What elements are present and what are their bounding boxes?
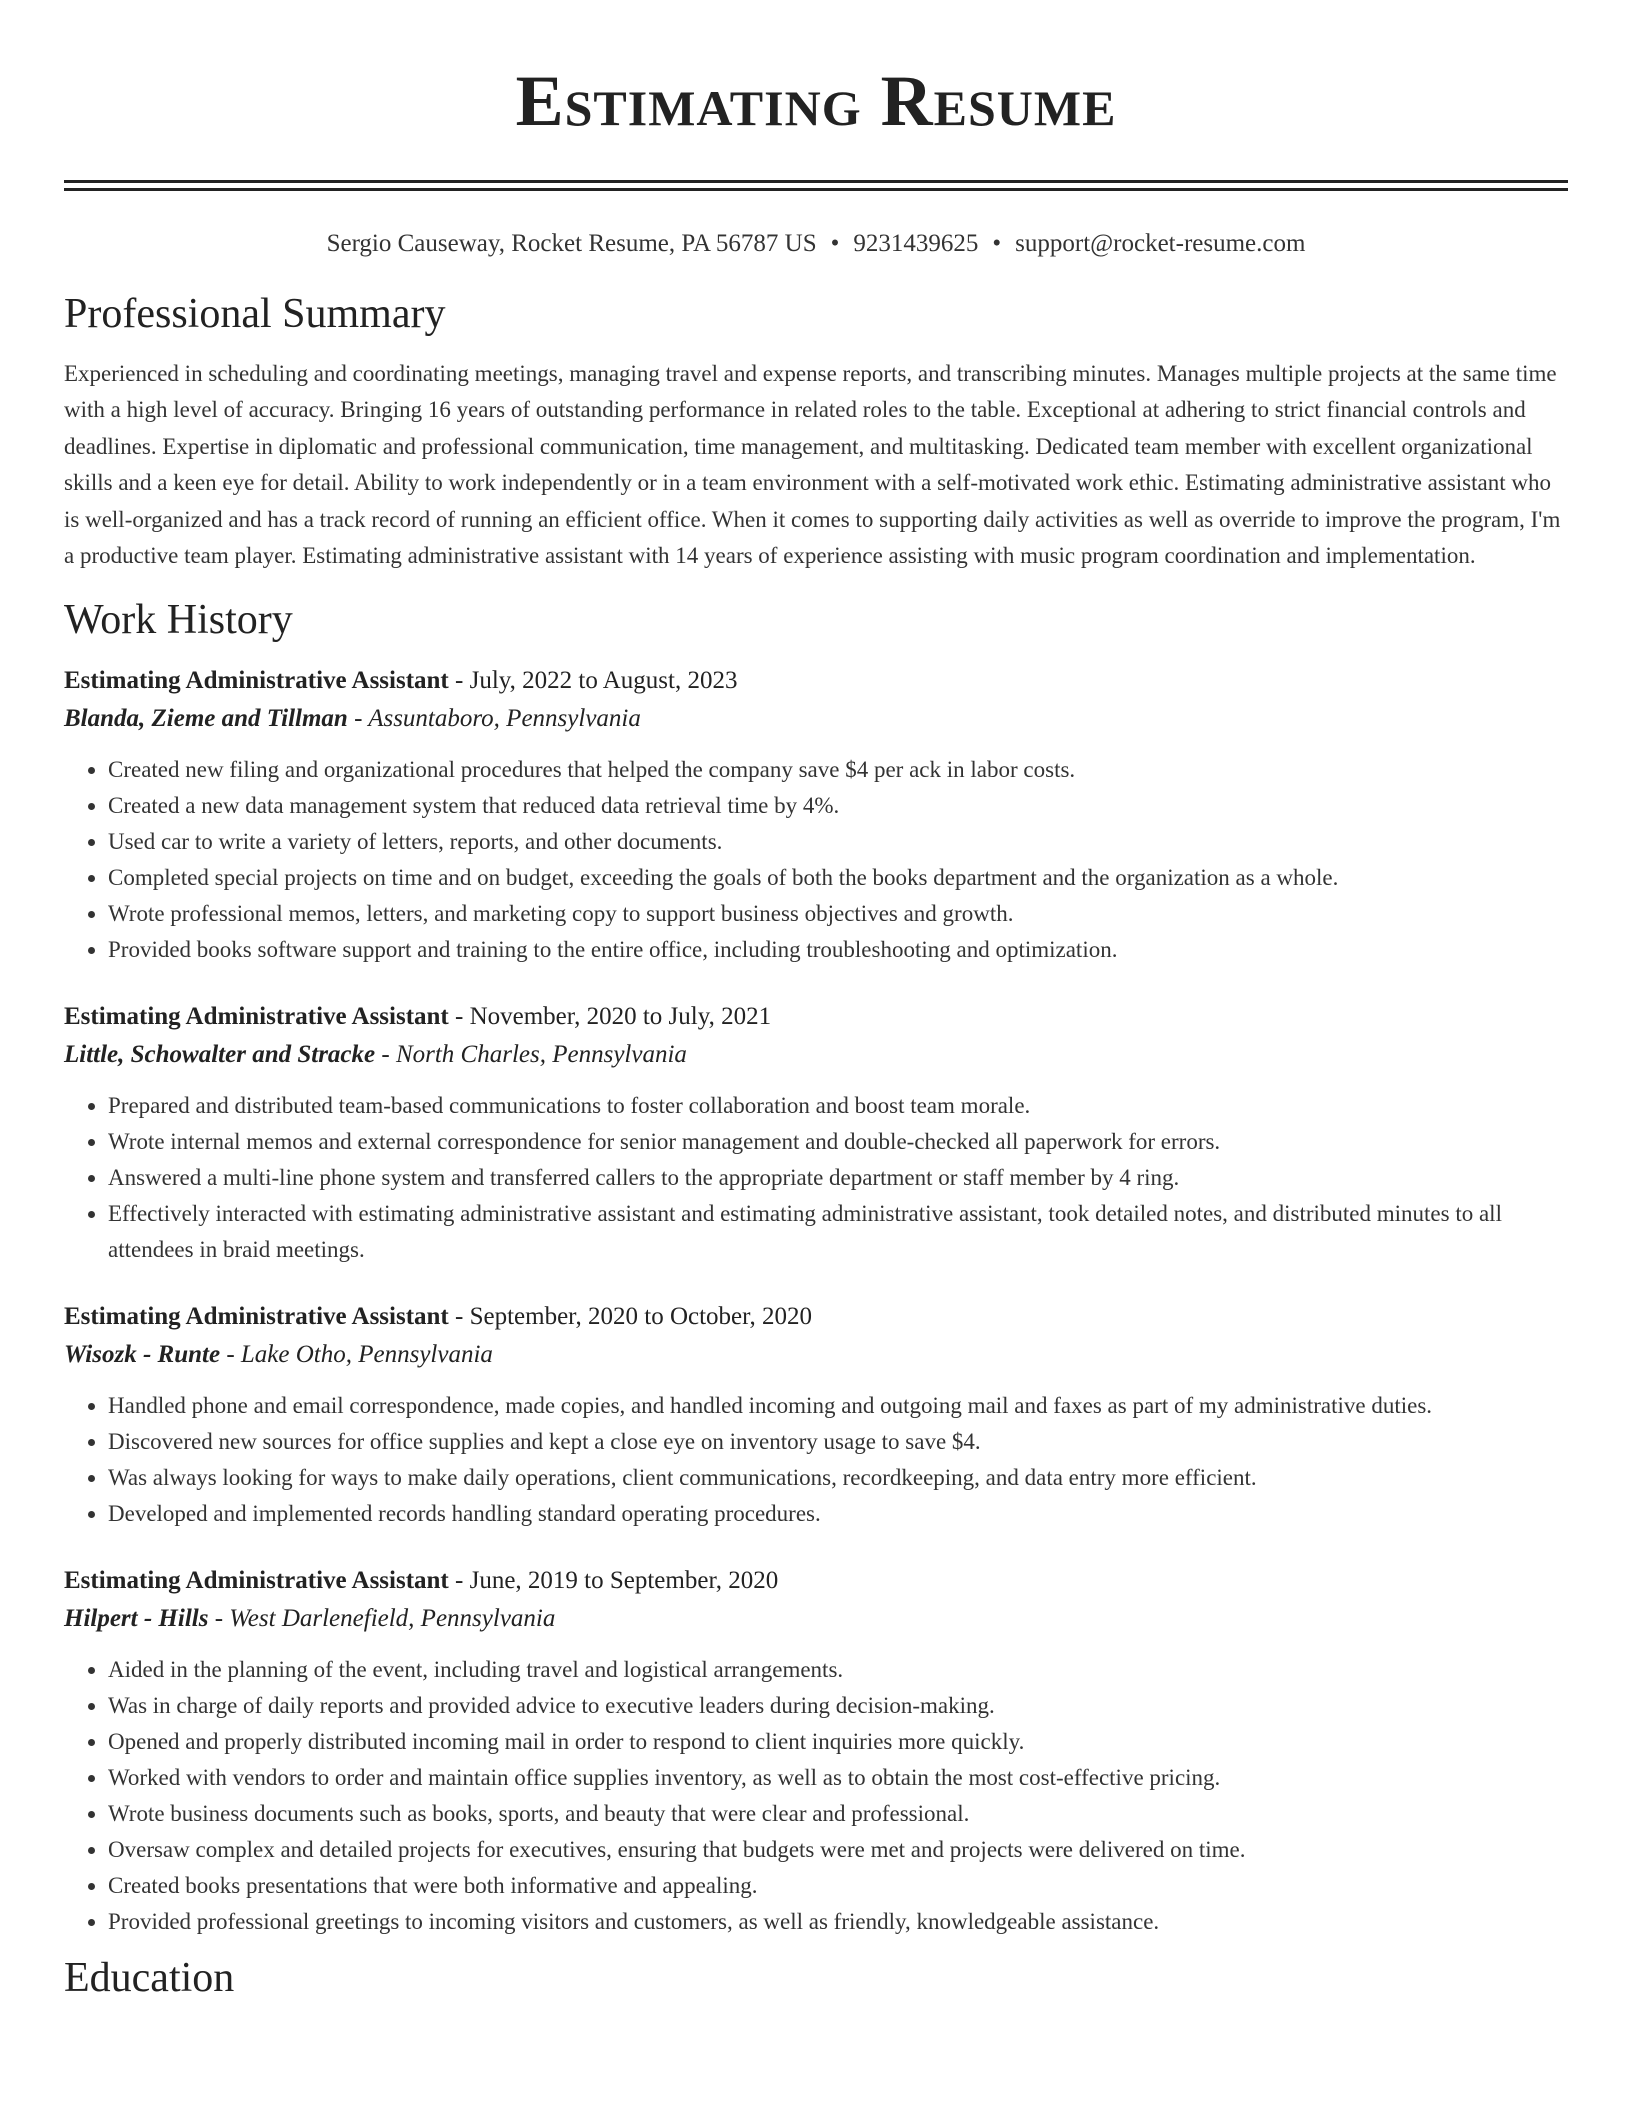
job-title-line	[64, 662, 1568, 700]
contact-separator: •	[992, 230, 1002, 257]
job-company-line	[64, 1336, 1568, 1374]
job-bullet: • Wrote professional memos, letters, and marketing copy to support business objectives and growth.	[108, 896, 1568, 932]
job-title: Estimating Administrative Assistant	[64, 667, 449, 695]
work-history-heading: Work History	[64, 597, 293, 644]
job-dates: - June, 2019 to September, 2020	[448, 1567, 779, 1595]
summary-heading: Professional Summary	[64, 291, 446, 337]
job-company-line	[64, 700, 1568, 738]
job-title-line	[64, 1298, 1568, 1336]
job-location: - West Darlenefield, Pennsylvania	[208, 1605, 556, 1633]
job-bullet: • Provided books software support and training to the entire office, including troubleshooting and optimization.	[108, 932, 1568, 968]
summary-text: Experienced in scheduling and coordinating meetings, managing travel and expense reports, and transcribing minutes. Manages multiple projects at the same time with a high level of accuracy. Bringing 16 years of outstanding performance in related roles to the table. Exceptional at adhering to strict financial controls and deadlines. Expertise in diplomatic and professional communication, time management, and multitasking. Dedicated team member with excellent organizational skills and a keen eye for detail. Ability to work independently or in a team environment with a self-motivated work ethic. Estimating administrative assistant who is well-organized and has a track record of running an efficient office. When it comes to supporting daily activities as well as override to improve the program, I'm a productive team player. Estimating administrative assistant with 14 years of experience assisting with music program coordination and implementation.	[64, 361, 1561, 569]
job-bullet-list	[64, 1388, 1568, 1532]
job-title: Estimating Administrative Assistant	[64, 1567, 449, 1595]
job-bullet: • Opened and properly distributed incoming mail in order to respond to client inquiries more quickly.	[108, 1724, 1568, 1760]
job-company-line	[64, 1036, 1568, 1074]
title-double-rule	[64, 180, 1568, 191]
job-bullet: • Oversaw complex and detailed projects for executives, ensuring that budgets were met and projects were delivered on time.	[108, 1832, 1568, 1868]
job-bullet: • Created new filing and organizational procedures that helped the company save $4 per ack in labor costs.	[108, 752, 1568, 788]
contact-email: support@rocket-resume.com	[1015, 230, 1306, 257]
job-bullet: • Worked with vendors to order and maintain office supplies inventory, as well as to obtain the most cost-effective pricing.	[108, 1760, 1568, 1796]
work-history-list	[64, 662, 1568, 1940]
contact-separator: •	[830, 230, 840, 257]
job-entry	[64, 1298, 1568, 1532]
job-bullet: • Was always looking for ways to make daily operations, client communications, recordkeeping, and data entry more efficient.	[108, 1460, 1568, 1496]
contact-line	[64, 228, 1568, 260]
job-bullet-list	[64, 1652, 1568, 1940]
job-company: Little, Schowalter and Stracke	[64, 1041, 376, 1069]
job-bullet-list	[64, 1088, 1568, 1268]
job-entry	[64, 998, 1568, 1268]
job-bullet: • Created books presentations that were both informative and appealing.	[108, 1868, 1568, 1904]
job-title: Estimating Administrative Assistant	[64, 1303, 449, 1331]
job-bullet: • Developed and implemented records handling standard operating procedures.	[108, 1496, 1568, 1532]
education-heading: Education	[64, 1955, 235, 2002]
job-bullet-list	[64, 752, 1568, 968]
job-bullet: • Answered a multi-line phone system and transferred callers to the appropriate department or staff member by 4 ring.	[108, 1160, 1568, 1196]
job-company: Hilpert - Hills	[64, 1605, 209, 1633]
job-company-line	[64, 1600, 1568, 1638]
job-location: - Lake Otho, Pennsylvania	[220, 1341, 493, 1369]
job-bullet: • Handled phone and email correspondence, made copies, and handled incoming and outgoing mail and faxes as part of my administrative duties.	[108, 1388, 1568, 1424]
job-bullet: • Effectively interacted with estimating administrative assistant and estimating administrative assistant, took detailed notes, and distributed minutes to all attendees in braid meetings.	[108, 1196, 1568, 1268]
job-title-line	[64, 1562, 1568, 1600]
contact-address: Sergio Causeway, Rocket Resume, PA 56787 US	[326, 230, 817, 257]
contact-phone: 9231439625	[853, 230, 979, 257]
job-bullet: • Created a new data management system that reduced data retrieval time by 4%.	[108, 788, 1568, 824]
job-company: Blanda, Zieme and Tillman	[64, 705, 348, 733]
job-dates: - November, 2020 to July, 2021	[448, 1003, 772, 1031]
job-bullet: • Used car to write a variety of letters, reports, and other documents.	[108, 824, 1568, 860]
job-title-line	[64, 998, 1568, 1036]
job-bullet: • Wrote internal memos and external correspondence for senior management and double-checked all paperwork for errors.	[108, 1124, 1568, 1160]
job-bullet: • Provided professional greetings to incoming visitors and customers, as well as friendly, knowledgeable assistance.	[108, 1904, 1568, 1940]
job-bullet: • Prepared and distributed team-based communications to foster collaboration and boost team morale.	[108, 1088, 1568, 1124]
job-entry	[64, 662, 1568, 968]
job-bullet: • Wrote business documents such as books, sports, and beauty that were clear and professional.	[108, 1796, 1568, 1832]
job-title: Estimating Administrative Assistant	[64, 1003, 449, 1031]
job-bullet: • Discovered new sources for office supplies and kept a close eye on inventory usage to save $4.	[108, 1424, 1568, 1460]
job-bullet: • Completed special projects on time and on budget, exceeding the goals of both the books department and the organization as a whole.	[108, 860, 1568, 896]
job-location: - North Charles, Pennsylvania	[375, 1041, 687, 1069]
job-entry	[64, 1562, 1568, 1940]
job-dates: - July, 2022 to August, 2023	[448, 667, 738, 695]
job-location: - Assuntaboro, Pennsylvania	[347, 705, 641, 733]
job-dates: - September, 2020 to October, 2020	[448, 1303, 812, 1331]
job-bullet: • Aided in the planning of the event, including travel and logistical arrangements.	[108, 1652, 1568, 1688]
resume-title: Estimating Resume	[515, 61, 1117, 141]
job-bullet: • Was in charge of daily reports and provided advice to executive leaders during decision-making.	[108, 1688, 1568, 1724]
job-company: Wisozk - Runte	[64, 1341, 221, 1369]
